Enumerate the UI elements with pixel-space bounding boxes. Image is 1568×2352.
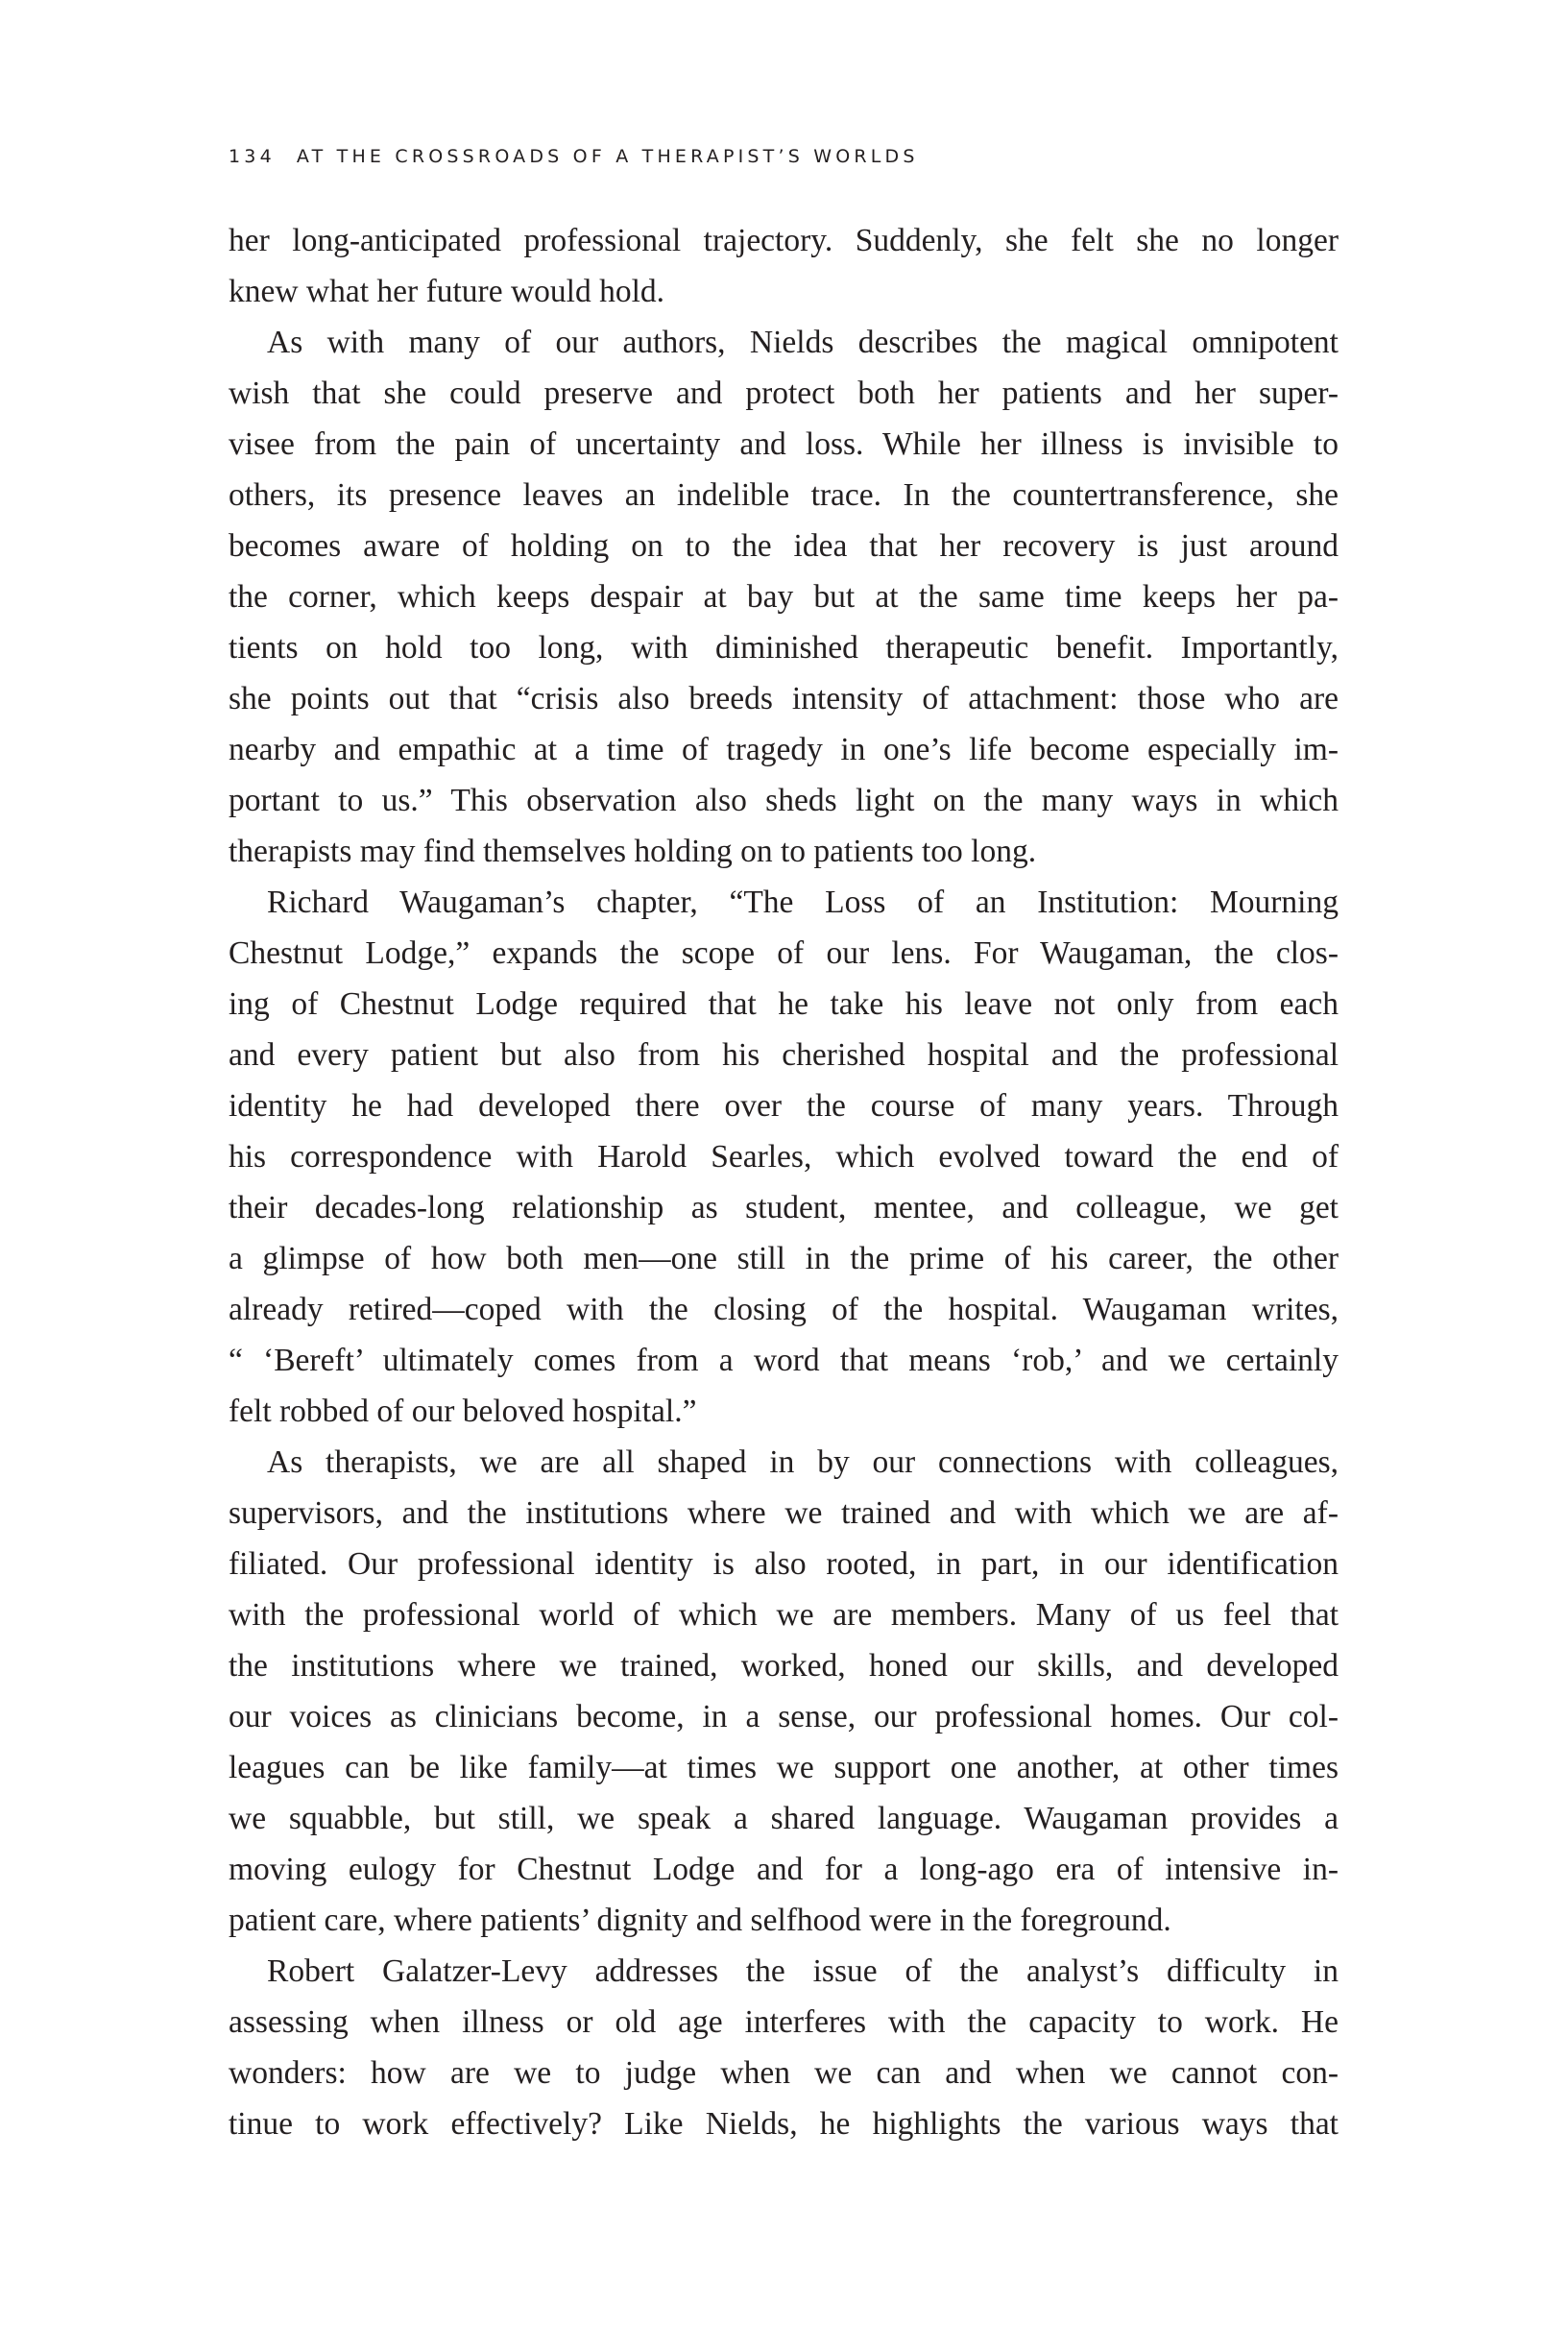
text-line: felt robbed of our beloved hospital.” [229, 1394, 697, 1429]
text-line: knew what her future would hold. [229, 274, 665, 309]
text-line: identity he had developed there over the course of many years. Through [229, 1088, 1339, 1124]
paragraph [229, 317, 1339, 877]
text-line: his correspondence with Harold Searles, which evolved toward the end of [229, 1139, 1339, 1175]
text-line: tinue to work effectively? Like Nields, he highlights the various ways that [229, 2106, 1339, 2142]
text-line: the institutions where we trained, worked, honed our skills, and developed [229, 1648, 1339, 1684]
text-line: a glimpse of how both men—one still in the prime of his career, the other [229, 1241, 1339, 1276]
page-number: 134 [229, 146, 276, 167]
text-line: and every patient but also from his cherished hospital and the professional [229, 1037, 1339, 1073]
text-line: we squabble, but still, we speak a shared language. Waugaman provides a [229, 1801, 1339, 1836]
text-line: filiated. Our professional identity is also rooted, in part, in our identification [229, 1546, 1339, 1582]
text-line: others, its presence leaves an indelible trace. In the countertransference, she [229, 477, 1339, 513]
text-line: supervisors, and the institutions where we trained and with which we are af- [229, 1495, 1339, 1531]
text-line: patient care, where patients’ dignity and selfhood were in the foreground. [229, 1903, 1171, 1938]
text-line: becomes aware of holding on to the idea that her recovery is just around [229, 528, 1339, 564]
text-line: Richard Waugaman’s chapter, “The Loss of an Institution: Mourning [267, 885, 1339, 920]
text-line: already retired—coped with the closing of the hospital. Waugaman writes, [229, 1292, 1339, 1327]
text-line: Chestnut Lodge,” expands the scope of our lens. For Waugaman, the clos- [229, 935, 1339, 971]
text-line: their decades-long relationship as student, mentee, and colleague, we get [229, 1190, 1339, 1225]
paragraph [229, 1946, 1339, 2149]
text-line: with the professional world of which we are members. Many of us feel that [229, 1597, 1339, 1633]
paragraph [229, 215, 1339, 317]
text-line: leagues can be like family—at times we support one another, at other times [229, 1750, 1339, 1785]
text-line: As with many of our authors, Nields describes the magical omnipotent [267, 325, 1339, 360]
text-line: therapists may find themselves holding on to patients too long. [229, 834, 1037, 869]
text-line: she points out that “crisis also breeds intensity of attachment: those who are [229, 681, 1339, 716]
body-text [229, 215, 1339, 2149]
text-line: portant to us.” This observation also sheds light on the many ways in which [229, 783, 1339, 818]
text-line: assessing when illness or old age interferes with the capacity to work. He [229, 2004, 1339, 2040]
text-line: moving eulogy for Chestnut Lodge and for a long-ago era of intensive in- [229, 1852, 1339, 1887]
text-line: As therapists, we are all shaped in by our connections with colleagues, [267, 1444, 1339, 1480]
paragraph [229, 877, 1339, 1437]
text-line: ing of Chestnut Lodge required that he take his leave not only from each [229, 986, 1339, 1022]
text-line: “ ‘Bereft’ ultimately comes from a word that means ‘rob,’ and we certainly [229, 1343, 1339, 1378]
text-line: our voices as clinicians become, in a sense, our professional homes. Our col- [229, 1699, 1339, 1734]
text-line: nearby and empathic at a time of tragedy in one’s life become especially im- [229, 732, 1339, 767]
text-line: her long-anticipated professional trajectory. Suddenly, she felt she no longer [229, 223, 1339, 258]
text-line: tients on hold too long, with diminished therapeutic benefit. Importantly, [229, 630, 1339, 666]
paragraph [229, 1437, 1339, 1946]
text-line: Robert Galatzer-Levy addresses the issue of the analyst’s difficulty in [267, 1953, 1339, 1989]
text-line: the corner, which keeps despair at bay but at the same time keeps her pa- [229, 579, 1339, 615]
text-line: wish that she could preserve and protect both her patients and her super- [229, 376, 1339, 411]
text-line: visee from the pain of uncertainty and loss. While her illness is invisible to [229, 426, 1339, 462]
running-head-title: AT THE CROSSROADS OF A THERAPIST’S WORLDS [296, 146, 919, 167]
running-head [229, 146, 919, 167]
text-line: wonders: how are we to judge when we can and when we cannot con- [229, 2055, 1339, 2091]
